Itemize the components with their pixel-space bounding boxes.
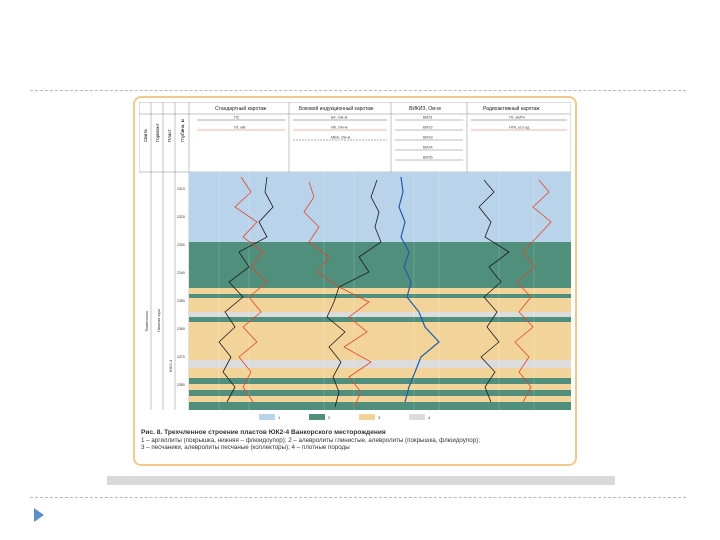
- depth-tick: 2380: [177, 383, 185, 387]
- depth-labels: [177, 187, 185, 387]
- depth-tick: 2350: [177, 299, 185, 303]
- track-title-standard: Стандартный каротаж: [215, 106, 267, 112]
- legend-gk-radio: ГК, мкР/ч: [509, 115, 526, 120]
- legend-swatch-1: [259, 414, 275, 420]
- legend-label-1: 1: [278, 415, 281, 420]
- legend-viz4: ВИЗ4: [423, 145, 433, 150]
- legend-gk: ГК, мВ: [234, 125, 246, 130]
- col-svita: Свита: [143, 129, 148, 142]
- legend-viz3: ВИЗ3: [423, 135, 433, 140]
- caption-title: Рис. 8. Трехчленное строение пластов ЮК2-4 Ванкорского месторождения: [141, 429, 386, 436]
- col-horizon: Горизонт: [155, 123, 160, 142]
- legend-swatch-2: [309, 414, 325, 420]
- track-title-induction: Боковой индукционный каротаж: [299, 106, 374, 112]
- depth-tick: 2370: [177, 355, 185, 359]
- legend-ngk: НГК, усл.ед: [509, 125, 530, 130]
- legend-ps: ПС: [234, 115, 240, 120]
- track-title-vikiz: ВИКИЗ, Ом·м: [409, 106, 441, 112]
- legend-viz5: ВИЗ5: [423, 155, 433, 160]
- formation-label: ЮК2-4: [168, 359, 173, 372]
- col-plast: Пласт: [167, 129, 172, 142]
- formation-labels: [144, 308, 173, 372]
- legend-ik: ИК, Ом·м: [331, 125, 348, 130]
- legend-label-4: 4: [428, 415, 431, 420]
- legend-bk: БК, Ом·м: [331, 115, 348, 120]
- well-log-figure: [139, 102, 571, 422]
- lithology-legend: [259, 414, 431, 420]
- depth-tick: 2340: [177, 271, 185, 275]
- col-depth: Глубина, м: [180, 119, 185, 142]
- depth-tick: 2360: [177, 327, 185, 331]
- track-title-radio: Радиоактивный каротаж: [483, 106, 540, 112]
- figure-caption: [141, 429, 571, 452]
- legend-mbk: МБК, Ом·м: [331, 135, 351, 140]
- depth-tick: 2310: [177, 187, 185, 191]
- depth-tick: 2330: [177, 243, 185, 247]
- legend-viz2: ВИЗ2: [423, 125, 433, 130]
- depth-tick: 2320: [177, 215, 185, 219]
- legend-label-2: 2: [328, 415, 331, 420]
- gray-separator-bar: [107, 476, 615, 485]
- caption-line-1: 1 – аргиллиты (покрышка, нижняя – флюидоупор); 2 – алевролиты глинистые, алевролиты (покрышка, флюидоупор);: [141, 436, 480, 444]
- top-divider-line: [30, 90, 686, 91]
- figure-frame: [133, 96, 577, 466]
- formation-label: Тюменская: [144, 311, 149, 332]
- caption-line-2: 3 – песчаники, алевролиты песчаные (коллекторы); 4 – плотные породы: [141, 444, 350, 452]
- legend-swatch-4: [409, 414, 425, 420]
- legend-swatch-3: [359, 414, 375, 420]
- formation-label: Нижняя юра: [156, 309, 161, 332]
- legend-viz1: ВИЗ1: [423, 115, 433, 120]
- next-slide-arrow-icon[interactable]: [34, 508, 44, 522]
- bottom-divider-line: [30, 497, 686, 498]
- lithology-bands: [189, 172, 571, 410]
- legend-label-3: 3: [378, 415, 381, 420]
- log-header: [139, 102, 571, 172]
